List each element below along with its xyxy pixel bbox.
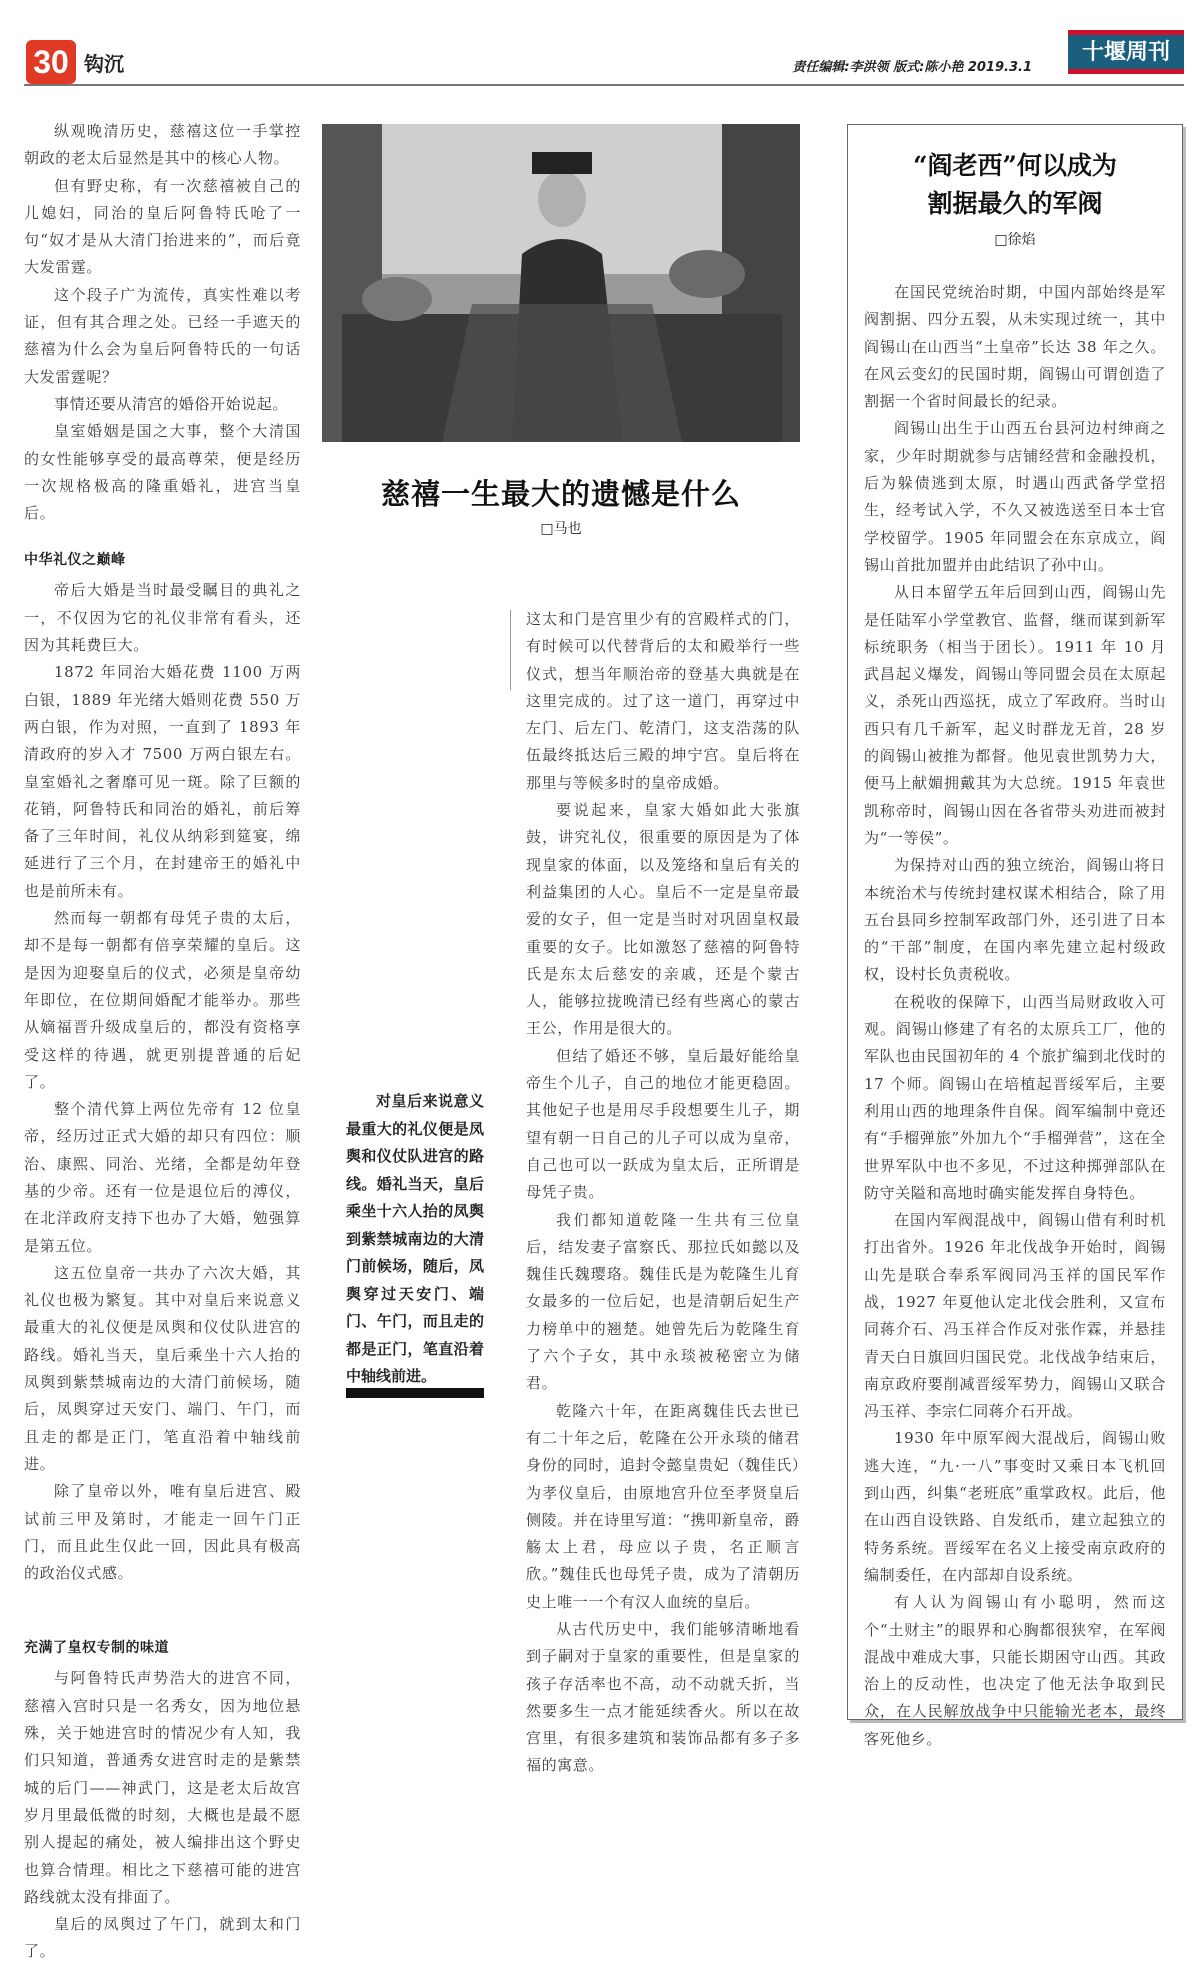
paragraph: 然而每一朝都有母凭子贵的太后，却不是每一朝都有倍享荣耀的皇后。这是因为迎娶皇后的仪式，必须是皇帝幼年即位，在位期间婚配才能举办。那些从嫡福晋升级成皇后的，都没有资格享受这样的待遇，就更别提普通的后妃了。	[24, 909, 301, 1091]
paragraph: 从日本留学五年后回到山西，阎锡山先是任陆军小学堂教官、监督，继而谋到新军标统职务（相当于团长）。1911 年 10 月武昌起义爆发，阎锡山等同盟会员在太原起义，杀死山西巡抚，成立了军政府。当时山西只有几千新军，起义时群龙无首，28 岁的阎锡山被推为都督。他见袁世凯势力大，便马上献媚拥戴其为大总统。1915 年袁世凯称帝时，阎锡山因在各省带头劝进而被封为“一等侯”。	[864, 583, 1166, 847]
article-title: 慈禧一生最大的遗憾是什么	[380, 477, 741, 511]
paragraph: 1930 年中原军阀大混战后，阎锡山败逃大连，“九·一八”事变时又乘日本飞机回到山西，纠集“老班底”重掌政权。此后，他在山西自设铁路、自发纸币，建立起独立的特务系统。晋绥军在名义上接受南京政府的编制委任，在内部却自设系统。	[864, 1429, 1166, 1584]
title-line: “阎老西”何以成为	[913, 151, 1117, 180]
article-column-1	[24, 118, 301, 1966]
paragraph: 在国内军阀混战中，阎锡山借有利时机打出省外。1926 年北伐战争开始时，阎锡山先是联合奉系军阀同冯玉祥的国民军作战，1927 年夏他认定北伐会胜利，又宣布同蒋介石、冯玉祥合作反对张作霖，并悬挂青天白日旗回归国民党。北伐战争结束后，南京政府要削减晋绥军势力，阎锡山又联合冯玉祥、李宗仁同蒋介石开战。	[864, 1211, 1166, 1421]
column-divider	[510, 610, 511, 690]
paragraph: 为保持对山西的独立统治，阎锡山将日本统治术与传统封建权谋术相结合，除了用五台县同乡控制军政部门外，还引进了日本的“干部”制度，在国内率先建立起村级政权，设村长负责税收。	[864, 856, 1166, 984]
paragraph: 乾隆六十年，在距离魏佳氏去世已有二十年之后，乾隆在公开永琰的储君身份的同时，追封令懿皇贵妃（魏佳氏）为孝仪皇后，由原地宫升位至孝贤皇后侧陵。并在诗里写道：“携叩新皇帝，爵觞太上君，母应以子贵，名正顺言欣。”魏佳氏也母凭子贵，成为了清朝历史上唯一一个有汉人血统的皇后。	[526, 1401, 800, 1611]
masthead-logo: 十堰周刊	[1068, 30, 1184, 74]
sidebar-article-box	[847, 124, 1183, 1748]
photo-illustration	[322, 124, 800, 442]
paragraph: 这个段子广为流传，真实性难以考证，但有其合理之处。已经一手遮天的慈禧为什么会为皇后阿鲁特氏的一句话大发雷霆呢？	[24, 285, 301, 386]
article-byline: □马也	[540, 521, 582, 537]
paragraph: 但有野史称，有一次慈禧被自己的儿媳妇，同治的皇后阿鲁特氏呛了一句“奴才是从大清门抬进来的”，而后竟大发雷霆。	[24, 176, 301, 277]
sidebar-article-byline: □徐焰	[994, 232, 1036, 248]
empress-dowager-photo	[322, 124, 800, 442]
paragraph: 在国民党统治时期，中国内部始终是军阀割据、四分五裂，从未实现过统一，其中阎锡山在山西当“土皇帝”长达 38 年之久。在风云变幻的民国时期，阎锡山可谓创造了割据一个省时间最长的纪录。	[864, 283, 1166, 411]
subheading: 中华礼仪之巅峰	[24, 552, 126, 569]
paragraph: 但结了婚还不够，皇后最好能给皇帝生个儿子，自己的地位才能更稳固。其他妃子也是用尽手段想要生儿子，期望有朝一日自己的儿子可以成为皇帝，自己也可以一跃成为皇太后，正所谓是母凭子贵。	[526, 1046, 800, 1202]
paragraph: 与阿鲁特氏声势浩大的进宫不同，慈禧入宫时只是一名秀女，因为地位悬殊，关于她进宫时的情况少有人知，我们只知道，普通秀女进宫时走的是紫禁城的后门——神武门，这是老太后故宫岁月里最低微的时刻，大概也是最不愿别人提起的痛处，被人编排出这个野史也算合情理。相比之下慈禧可能的进宫路线就太没有排面了。	[24, 1669, 301, 1906]
page-header	[24, 36, 1184, 86]
page-number-badge: 30	[26, 40, 76, 84]
paragraph: 要说起来，皇家大婚如此大张旗鼓，讲究礼仪，很重要的原因是为了体现皇家的体面，以及笼络和皇后有关的利益集团的人心。皇后不一定是皇帝最爱的女子，但一定是当时对巩固皇权最重要的女子。比如激怒了慈禧的阿鲁特氏是东太后慈安的亲戚，还是个蒙古人，能够拉拢晚清已经有些离心的蒙古王公，作用是很大的。	[526, 801, 800, 1038]
section-name: 钩沉	[84, 52, 124, 76]
paragraph: 皇后的凤舆过了午门，就到太和门了。	[24, 1915, 301, 1961]
paragraph: 这太和门是宫里少有的宫殿样式的门，有时候可以代替背后的太和殿举行一些仪式，想当年顺治帝的登基大典就是在这里完成的。过了这一道门，再穿过中左门、后左门、乾清门，这支浩荡的队伍最终抵达后三殿的坤宁宫。皇后将在那里与等候多时的皇帝成婚。	[526, 610, 800, 792]
paragraph: 从古代历史中，我们能够清晰地看到子嗣对于皇家的重要性，但是皇家的孩子存活率也不高，动不动就夭折，当然要多生一点才能延续香火。所以在故宫里，有很多建筑和装饰品都有多子多福的寓意。	[526, 1619, 800, 1775]
paragraph: 整个清代算上两位先帝有 12 位皇帝，经历过正式大婚的却只有四位：顺治、康熙、同治、光绪，全都是幼年登基的少帝。还有一位是退位后的溥仪，在北洋政府支持下也办了大婚，勉强算是第五位。	[24, 1100, 301, 1255]
sidebar-article-body	[864, 279, 1166, 1753]
paragraph: 这五位皇帝一共办了六次大婚，其礼仪也极为繁复。其中对皇后来说意义最重大的礼仪便是凤舆和仪仗队进宫的路线。婚礼当天，皇后乘坐十六人抬的凤舆到紫禁城南边的大清门前候场，随后，凤舆穿过天安门、端门、午门，而且走的都是正门，笔直沿着中轴线前进。	[24, 1263, 301, 1473]
paragraph: 帝后大婚是当时最受瞩目的典礼之一，不仅因为它的礼仪非常有看头，还因为其耗费巨大。	[24, 581, 301, 655]
paragraph: 纵观晚清历史，慈禧这位一手掌控朝政的老太后显然是其中的核心人物。	[24, 122, 301, 168]
subheading: 充满了皇权专制的味道	[24, 1640, 169, 1657]
sidebar-article-title	[848, 147, 1182, 223]
paragraph: 除了皇帝以外，唯有皇后进宫、殿试前三甲及第时，才能走一回午门正门，而且此生仅此一回，因此具有极高的政治仪式感。	[24, 1482, 301, 1583]
paragraph: 事情还要从清宫的婚俗开始说起。	[54, 394, 289, 413]
pull-quote-bar	[346, 1388, 484, 1398]
paragraph: 我们都知道乾隆一生共有三位皇后，结发妻子富察氏、那拉氏如懿以及魏佳氏魏璎珞。魏佳氏是为乾隆生儿育女最多的一位后妃，也是清朝后妃生产力榜单中的翘楚。她曾先后为乾隆生育了六个子女，其中永琰被秘密立为储君。	[526, 1210, 800, 1393]
editor-credits: 责任编辑:李洪领 版式:陈小艳 2019.3.1	[792, 60, 1032, 75]
paragraph: 有人认为阎锡山有小聪明，然而这个“土财主”的眼界和心胸都很狭窄，在军阀混战中难成大事，只能长期困守山西。其政治上的反动性，也决定了他无法争取到民众，在人民解放战争中只能输光老本，最终客死他乡。	[864, 1593, 1166, 1748]
paragraph: 阎锡山出生于山西五台县河边村绅商之家，少年时期就参与店铺经营和金融投机，后为躲债逃到太原，时遇山西武备学堂招生，经考试入学，不久又被选送至日本士官学校留学。1905 年同盟会在东京成立，阎锡山首批加盟并由此结识了孙中山。	[864, 419, 1166, 574]
paragraph: 1872 年同治大婚花费 1100 万两白银，1889 年光绪大婚则花费 550 万两白银，作为对照，一直到了 1893 年清政府的岁入才 7500 万两白银左右。皇室婚礼之奢靡可见一斑。除了巨额的花销，阿鲁特氏和同治的婚礼，前后筹备了三年时间，礼仪从纳彩到筵宴，绵延进行了三个月，在封建帝王的婚礼中也是前所未有。	[24, 663, 301, 900]
paragraph: 皇室婚姻是国之大事，整个大清国的女性能够享受的最高尊荣，便是经历一次规格极高的隆重婚礼，进宫当皇后。	[24, 422, 301, 523]
paragraph: 在税收的保障下，山西当局财政收入可观。阎锡山修建了有名的太原兵工厂，他的军队也由民国初年的 4 个旅扩编到北伐时的 17 个师。阎锡山在培植起晋绥军后，主要利用山西的地理条件自保。阎军编制中竟还有“手榴弹旅”外加九个“手榴弹营”，这在全世界军队中也不多见，不过这种掷弹部队在防守关隘和高地时确实能发挥自身特色。	[864, 992, 1166, 1202]
article-column-3	[526, 606, 800, 1780]
pull-quote: 对皇后来说意义最重大的礼仪便是凤舆和仪仗队进宫的路线。婚礼当天，皇后乘坐十六人抬的凤舆到紫禁城南边的大清门前候场，随后，凤舆穿过天安门、端门、午门，而且走的都是正门，笔直沿着中轴线前进。	[346, 1092, 484, 1385]
title-line: 割据最久的军阀	[927, 189, 1103, 218]
